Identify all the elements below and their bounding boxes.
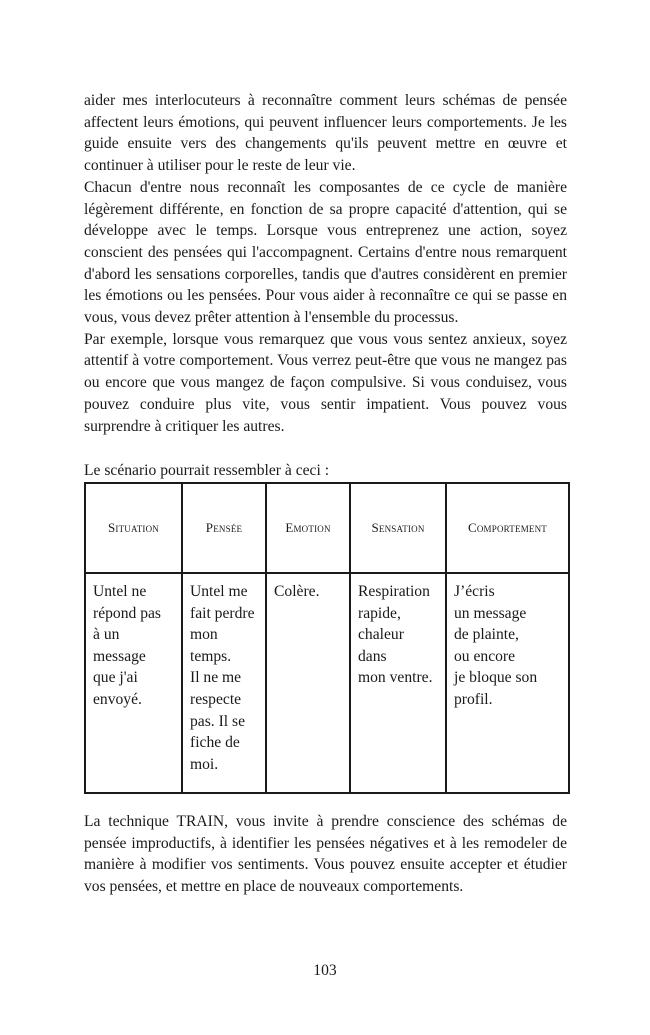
body-text-bottom: [84, 811, 567, 898]
cell-line: dans: [358, 647, 387, 665]
cell-line: Colère.: [274, 583, 320, 600]
cell-line: mon: [190, 626, 218, 644]
cell-situation: [85, 573, 182, 793]
scenario-table: [84, 482, 570, 794]
paragraph: aider mes interlocuteurs à reconnaître comment leurs schémas de pensée affectent leurs émotions, qui peuvent influencer leurs comportements. Je les guide ensuite vers des changements qu'ils peuvent mettre en œuvre et continuer à utiliser pour le reste de leur vie.: [84, 92, 567, 175]
cell-line: de plainte,: [454, 626, 519, 644]
cell-line: ou encore: [454, 647, 516, 665]
table-intro-text: Le scénario pourrait ressembler à ceci :: [84, 462, 330, 479]
cell-line: à un: [93, 626, 120, 644]
table-intro: [84, 460, 567, 482]
cell-line: temps.: [190, 647, 232, 665]
paragraph: La technique TRAIN, vous invite à prendre conscience des schémas de pensée improductifs, à identifier les pensées négatives et à les remodeler de manière à modifier vos sentiments. Vous pouvez ensuite accepter et étudier vos pensées, et mettre en place de nouveaux comportements.: [84, 813, 567, 896]
cell-line: respecte: [190, 690, 242, 708]
cell-line: répond pas: [93, 604, 161, 622]
cell-sensation: [350, 573, 446, 793]
cell-pensee: [182, 573, 266, 793]
cell-line: chaleur: [358, 626, 404, 644]
cell-line: Il ne me: [190, 669, 242, 687]
header-sensation: Sensation: [350, 483, 446, 573]
cell-line: mon ventre.: [358, 669, 433, 687]
header-situation: Situation: [85, 483, 182, 573]
cell-emotion: [266, 573, 350, 793]
cell-line: J’écris: [454, 583, 495, 600]
cell-line: envoyé.: [93, 690, 142, 708]
cell-line: pas. Il se: [190, 712, 245, 730]
cell-line: je bloque son: [454, 669, 538, 687]
header-pensee: Pensée: [182, 483, 266, 573]
cell-line: fait perdre: [190, 604, 255, 622]
cell-line: un message: [454, 604, 527, 622]
table-row: [85, 573, 569, 793]
cell-line: profil.: [454, 690, 493, 708]
cell-line: fiche de: [190, 734, 240, 752]
cell-line: rapide,: [358, 604, 401, 622]
table-header-row: [85, 483, 569, 573]
paragraph: Chacun d'entre nous reconnaît les composantes de ce cycle de manière légèrement différente, en fonction de sa propre capacité d'attention, qui se développe avec le temps. Lorsque vous entreprenez une action, soyez conscient des pensées qui l'accompagnent. Certains d'entre nous remarquent d'abord les sensations corporelles, tandis que d'autres considèrent en premier les émotions ou les pensées. Pour vous aider à reconnaître ce qui se passe en vous, vous devez prêter attention à l'ensemble du processus.: [84, 178, 567, 327]
cell-line: Untel me: [190, 583, 248, 600]
cell-line: que j'ai: [93, 669, 138, 687]
cell-comportement: [446, 573, 569, 793]
body-text-top: [84, 90, 567, 437]
cell-line: moi.: [190, 755, 219, 773]
header-emotion: Emotion: [266, 483, 350, 573]
header-comportement: Comportement: [446, 483, 569, 573]
cell-line: Untel ne: [93, 583, 147, 600]
paragraph: Par exemple, lorsque vous remarquez que vous vous sentez anxieux, soyez attentif à votre comportement. Vous verrez peut-être que vous ne mangez pas ou encore que vous mangez de façon compulsive. Si vous conduisez, vous pouvez conduire plus vite, vous sentir impatient. Vous pouvez vous surprendre à critiquer les autres.: [84, 330, 567, 435]
page-number: 103: [313, 962, 337, 979]
cell-line: message: [93, 647, 146, 665]
cell-line: Respiration: [358, 583, 430, 600]
